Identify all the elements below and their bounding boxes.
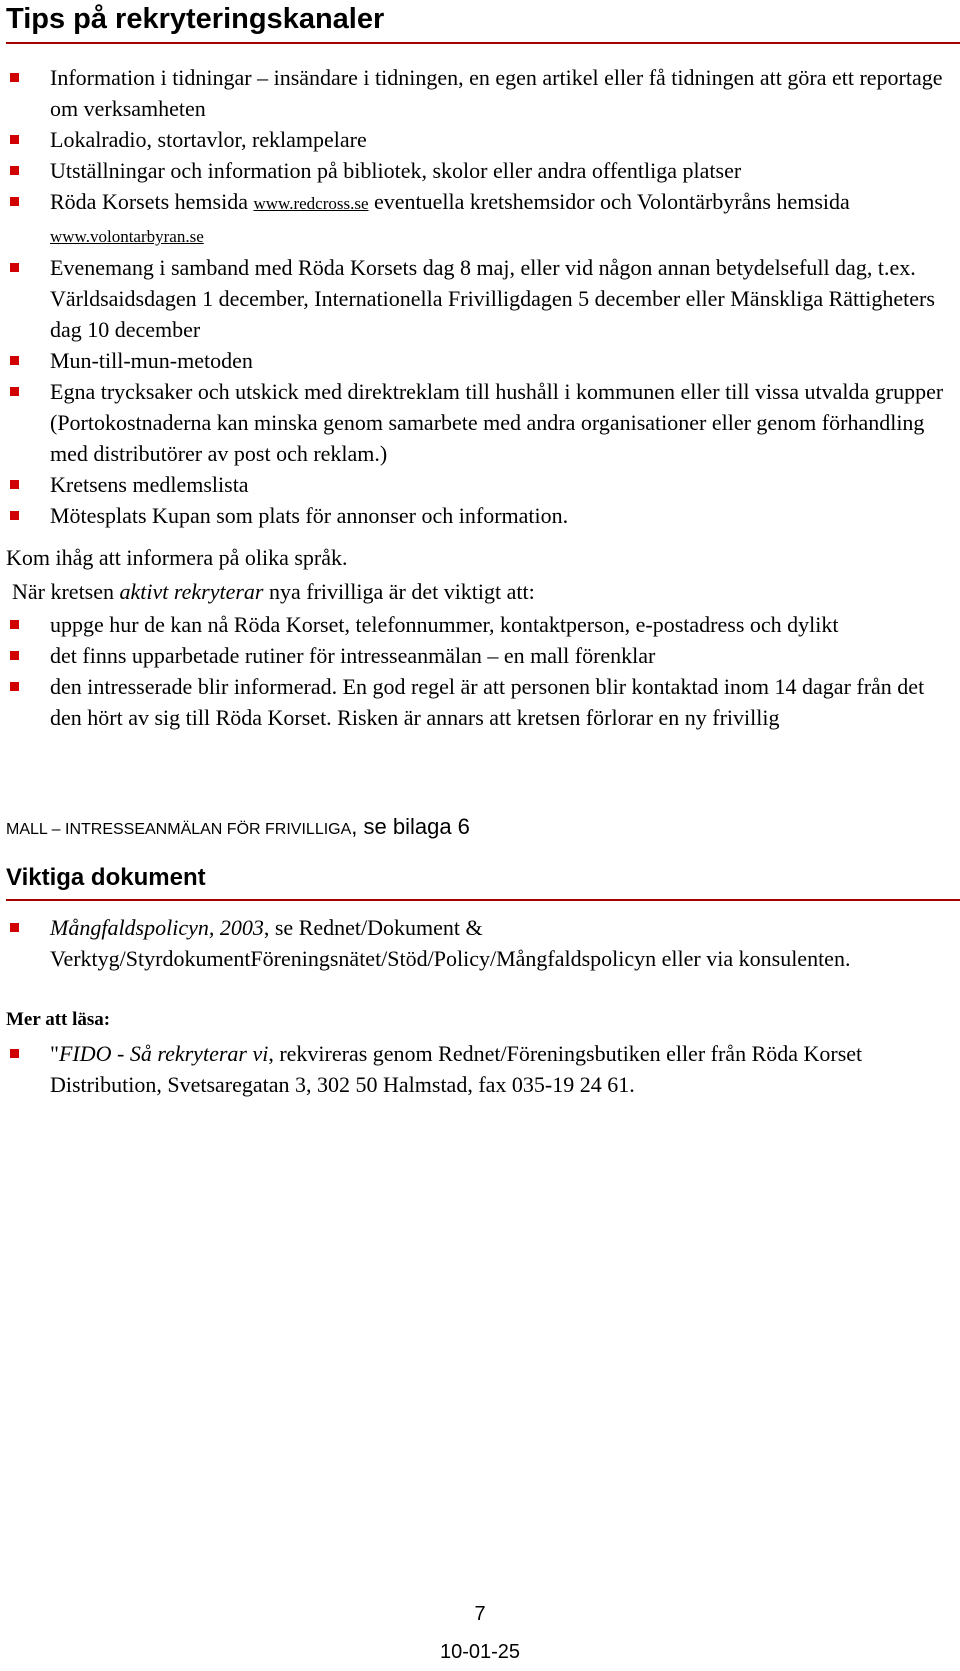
- square-bullet-icon: [10, 511, 19, 520]
- languages-note: Kom ihåg att informera på olika språk.: [6, 545, 348, 570]
- square-bullet-icon: [10, 620, 19, 629]
- documents-list: [0, 912, 960, 974]
- list-item: [0, 640, 960, 671]
- redcross-link-prefix: www.: [253, 194, 294, 213]
- read-more-list: [0, 1038, 960, 1100]
- list-item: [0, 469, 960, 500]
- list-item: [0, 155, 960, 186]
- list-item-text: uppge hur de kan nå Röda Korset, telefonnummer, kontaktperson, e-postadress och dylikt: [50, 612, 839, 637]
- section-divider: [6, 899, 960, 901]
- list-item: [0, 252, 960, 345]
- publication-title: FIDO - Så rekryterar vi: [58, 1041, 269, 1066]
- square-bullet-icon: [10, 480, 19, 489]
- list-item-text: Mun-till-mun-metoden: [50, 348, 253, 373]
- list-item: [0, 124, 960, 155]
- square-bullet-icon: [10, 197, 19, 206]
- square-bullet-icon: [10, 73, 19, 82]
- section-heading-documents: Viktiga dokument: [6, 864, 206, 891]
- page-title: Tips på rekryteringskanaler: [6, 3, 385, 35]
- square-bullet-icon: [10, 135, 19, 144]
- list-item: [0, 1038, 960, 1100]
- list-item: [0, 376, 960, 469]
- list-item-text: Information i tidningar – insändare i tidningen, en egen artikel eller få tidningen att göra ett reportage om verksamheten: [50, 65, 943, 121]
- document-path: , se Rednet/Dokument & Verktyg/StyrdokumentFöreningsnätet/Stöd/Policy/Mångfaldspolicyn eller via konsulenten.: [50, 915, 851, 971]
- recruit-intro: [12, 576, 535, 607]
- list-item: [0, 912, 960, 974]
- mall-attachment: , se bilaga 6: [351, 814, 470, 839]
- recruit-intro-pre: När kretsen: [12, 579, 120, 604]
- list-item: [0, 500, 960, 531]
- list-item: [0, 62, 960, 124]
- recruit-requirements-list: [0, 609, 960, 733]
- recruit-intro-post: nya frivilliga är det viktigt att:: [263, 579, 535, 604]
- list-item: [0, 609, 960, 640]
- list-item-text: Mötesplats Kupan som plats för annonser och information.: [50, 503, 569, 528]
- square-bullet-icon: [10, 387, 19, 396]
- read-more-heading: Mer att läsa:: [6, 1009, 111, 1030]
- list-item-text: det finns upparbetade rutiner för intresseanmälan – en mall förenklar: [50, 643, 656, 668]
- list-item-text: Utställningar och information på bibliotek, skolor eller andra offentliga platser: [50, 158, 742, 183]
- list-item-text: Evenemang i samband med Röda Korsets dag 8 maj, eller vid någon annan betydelsefull dag, t.ex. Världsaidsdagen 1 december, Internationella Frivilligdagen 5 december eller Mänskliga Rättigheters dag 10 december: [50, 255, 935, 342]
- square-bullet-icon: [10, 356, 19, 365]
- list-item: [0, 345, 960, 376]
- list-item: [0, 671, 960, 733]
- square-bullet-icon: [10, 166, 19, 175]
- mall-reference: [6, 812, 470, 845]
- square-bullet-icon: [10, 923, 19, 932]
- redcross-link[interactable]: [253, 194, 368, 213]
- list-item: [0, 186, 960, 252]
- square-bullet-icon: [10, 682, 19, 691]
- redcross-link-domain: redcross.se: [293, 194, 369, 213]
- list-item-text: Röda Korsets hemsida: [50, 189, 254, 214]
- quote-mark: ": [50, 1041, 59, 1066]
- recruitment-channels-list: [0, 62, 960, 531]
- square-bullet-icon: [10, 651, 19, 660]
- publication-details: , rekvireras genom Rednet/Föreningsbutiken eller från Röda Korset Distribution, Svetsaregatan 3, 302 50 Halmstad, fax 035-19 24 61.: [50, 1041, 863, 1097]
- list-item-text: eventuella kretshemsidor och Volontärbyråns hemsida: [368, 189, 850, 214]
- title-divider: [6, 42, 960, 44]
- mall-name: MALL – INTRESSEANMÄLAN FÖR FRIVILLIGA: [6, 821, 352, 838]
- list-item-text: Kretsens medlemslista: [50, 472, 249, 497]
- footer-date: 10-01-25: [439, 1641, 521, 1663]
- list-item-text: Egna trycksaker och utskick med direktreklam till hushåll i kommunen eller till vissa utvalda grupper (Portokostnaderna kan minska genom samarbete med andra organisationer eller genom förhandling med distributörer av post och reklam.): [50, 379, 944, 466]
- list-item-text: Lokalradio, stortavlor, reklampelare: [50, 127, 367, 152]
- list-item-text: den intresserade blir informerad. En god regel är att personen blir kontaktad inom 14 dagar från det den hört av sig till Röda Korset. Risken är annars att kretsen förlorar en ny frivillig: [50, 674, 925, 730]
- document-title: Mångfaldspolicyn, 2003: [50, 915, 264, 940]
- volontarbyran-link[interactable]: www.volontarbyran.se: [50, 227, 204, 246]
- recruit-intro-emphasis: aktivt rekryterar: [119, 579, 264, 604]
- page-number: 7: [474, 1603, 486, 1625]
- square-bullet-icon: [10, 263, 19, 272]
- square-bullet-icon: [10, 1049, 19, 1058]
